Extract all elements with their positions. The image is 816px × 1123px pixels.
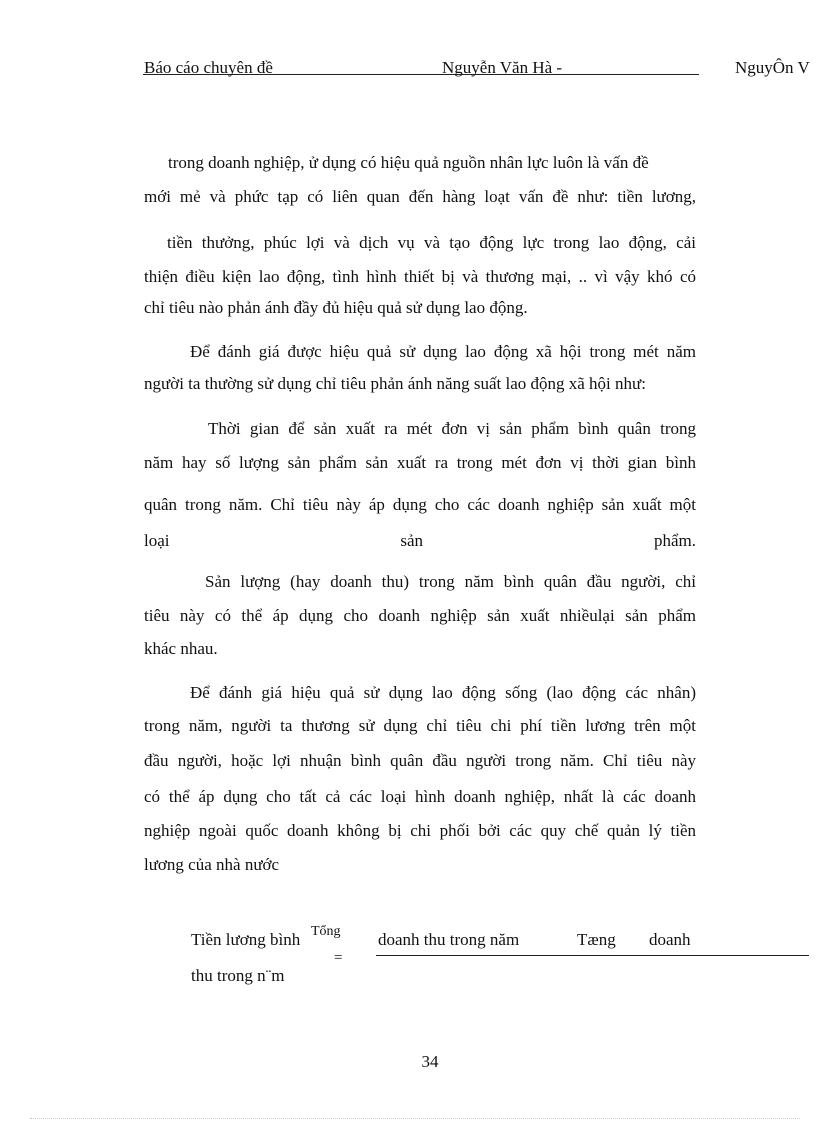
formula-second-line: thu trong n¨m xyxy=(191,966,285,985)
formula-left-label: Tiền lương bình xyxy=(191,930,301,949)
salary-formula xyxy=(191,924,696,990)
p4-line-3: khác nhau. xyxy=(144,639,218,658)
header-rule xyxy=(143,74,699,75)
page-number: 34 xyxy=(421,1052,439,1071)
p1-line-2: mới mẻ và phức tạp có liên quan đến hàng loạt vấn đề như: tiền lương, xyxy=(144,187,696,206)
header-author: Nguyễn Văn Hà - xyxy=(442,58,563,77)
p5-line-5: nghiệp ngoài quốc doanh không bị chi phối bởi các quy chế quản lý tiền xyxy=(144,821,696,840)
p3-line-1: Thời gian để sản xuất ra mét đơn vị sản phẩm bình quân trong xyxy=(208,419,696,438)
p5-line-2: trong năm, người ta thương sử dụng chỉ tiêu chi phí tiền lương trên một xyxy=(144,716,696,735)
p4-line-2: tiêu này có thể áp dụng cho doanh nghiệp sản xuất nhiềulại sản phẩm xyxy=(144,606,696,625)
bottom-dotted-border xyxy=(30,1118,800,1119)
p3-word-san: sản xyxy=(400,531,424,550)
formula-doanh: doanh xyxy=(649,930,691,949)
p4-line-1: Sản lượng (hay doanh thu) trong năm bình quân đầu người, chỉ xyxy=(205,572,696,591)
p1-line-1: trong doanh nghiệp, ử dụng có hiệu quả nguồn nhân lực luôn là vấn đề xyxy=(168,153,649,172)
p3-line-4 xyxy=(144,530,696,552)
p5-line-6: lương của nhà nước xyxy=(144,855,280,874)
p3-line-3: quân trong năm. Chỉ tiêu này áp dụng cho các doanh nghiệp sản xuất một xyxy=(144,495,696,514)
p1-line-4: thiện điều kiện lao động, tình hình thiết bị và thương mại, .. vì vậy khó có xyxy=(144,267,696,286)
formula-tang: Tæng xyxy=(577,930,616,949)
p3-word-pham: phẩm. xyxy=(653,531,696,550)
formula-numerator: doanh thu trong năm xyxy=(378,930,520,949)
p5-line-1: Để đánh giá hiệu quả sử dụng lao động sống (lao động các nhân) xyxy=(190,683,696,702)
p5-line-3: đầu người, hoặc lợi nhuận bình quân đầu người trong năm. Chỉ tiêu này xyxy=(144,751,696,770)
formula-fraction-bar xyxy=(376,955,809,956)
p3-line-2: năm hay số lượng sản phẩm sản xuất ra trong mét đơn vị thời gian bình xyxy=(144,453,696,472)
p2-line-1: Để đánh giá được hiệu quả sử dụng lao động xã hội trong mét năm xyxy=(190,342,696,361)
p1-line-5: chỉ tiêu nào phản ánh đầy đủ hiệu quả sử dụng lao động. xyxy=(144,298,528,317)
p3-word-loai: loại xyxy=(144,531,170,550)
p5-line-4: có thể áp dụng cho tất cả các loại hình doanh nghiệp, nhất là các doanh xyxy=(144,787,696,806)
page-header xyxy=(0,52,816,82)
formula-superscript: Tổng xyxy=(311,924,341,939)
p1-line-3: tiền thưởng, phúc lợi và dịch vụ và tạo động lực trong lao động, cải xyxy=(167,233,696,252)
formula-equals: = xyxy=(334,950,343,966)
header-author-garbled: NguyÔn V xyxy=(735,58,810,77)
p2-line-2: người ta thường sử dụng chỉ tiêu phản ánh năng suất lao động xã hội như: xyxy=(144,374,646,393)
header-report-title: Báo cáo chuyên đề xyxy=(144,58,273,77)
